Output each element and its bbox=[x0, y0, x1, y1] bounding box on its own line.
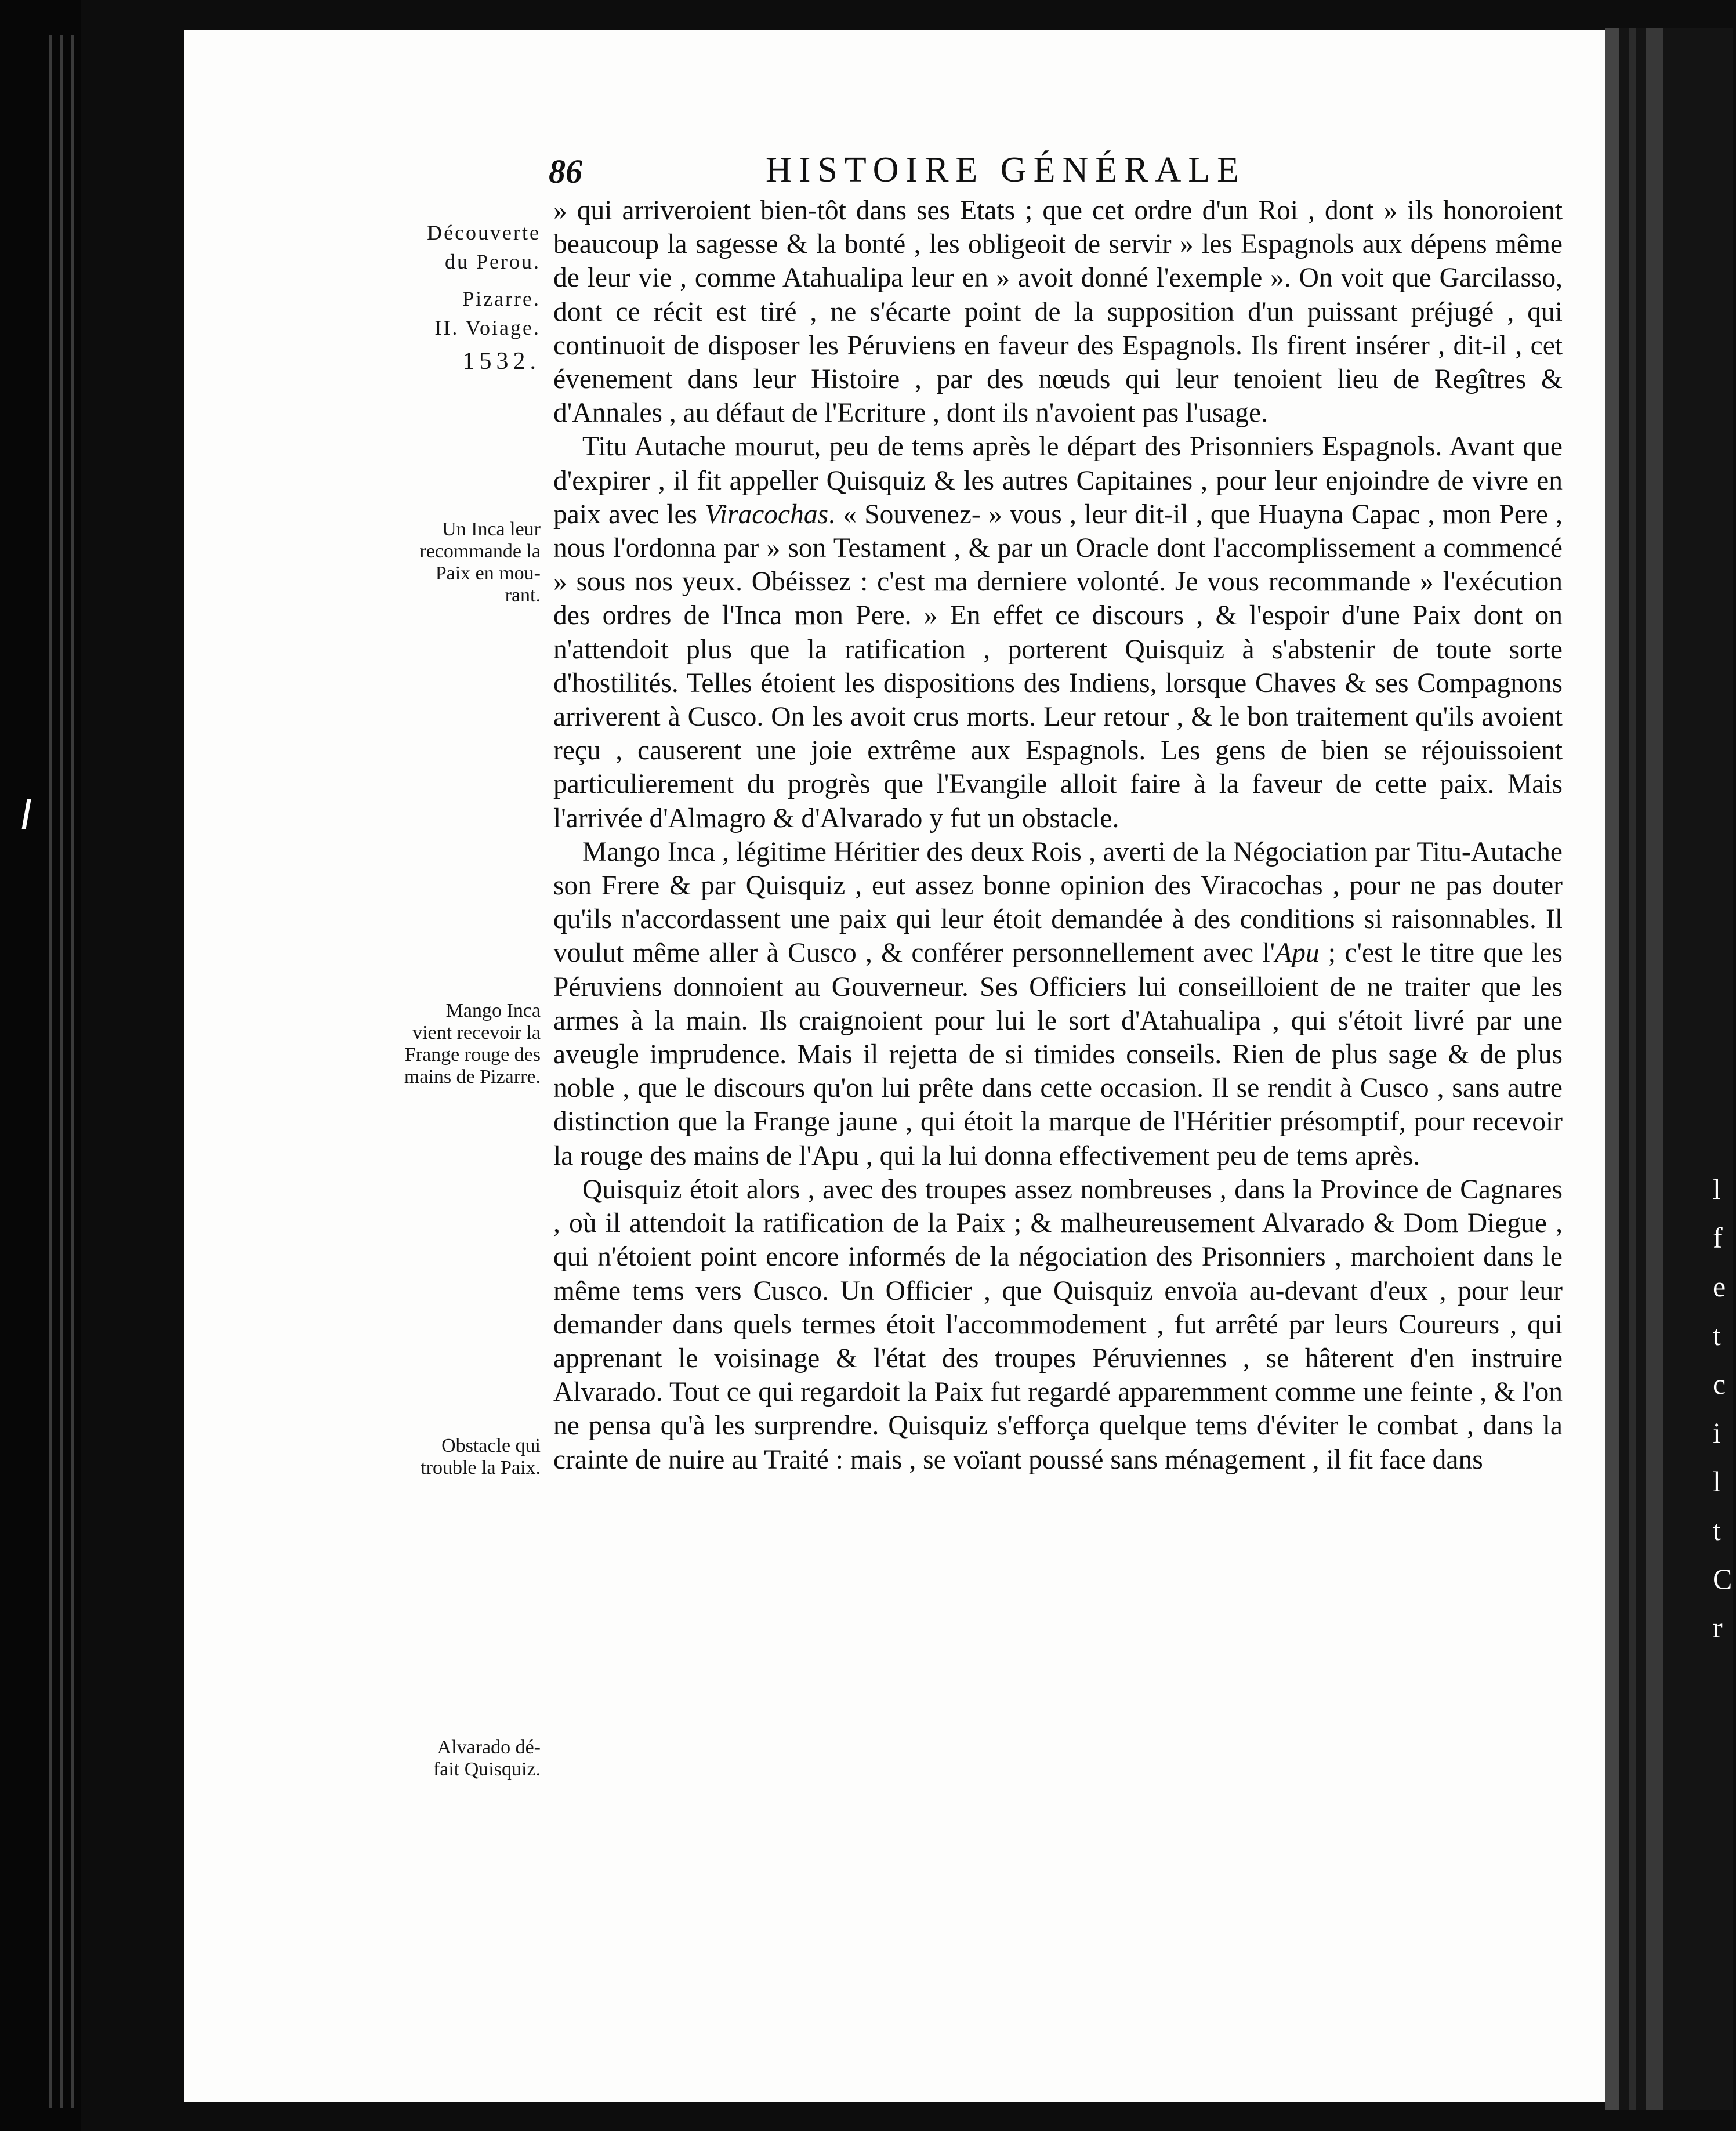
margin-note-line: mains de Pizarre. bbox=[404, 1066, 541, 1088]
paragraph bbox=[553, 835, 1563, 1173]
facing-page-edge bbox=[1605, 28, 1733, 2110]
page-fore-edge bbox=[1646, 28, 1663, 2110]
margin-note-line: Découverte bbox=[427, 221, 541, 244]
binding-edge bbox=[60, 35, 63, 2108]
paragraph-text: . « Souvenez- » vous , leur dit-il , que Huayna Capac , mon Pere , nous l'ordonna par » son Testament , & par un Oracle dont l'accomplissement a commencé » sous nos yeux. Obéissez : c'est ma derniere volonté. Je vous recommande » l'exécution des ordres de l'Inca mon Pere. » En effet ce discours , & l'espoir d'une Paix dont on n'attendoit plus que la ratification , porterent Quisquiz à s'abstenir de toute sorte d'hostilités. Telles étoient les dispositions des Indiens, lorsque Chaves & ses Compagnons arriverent à Cusco. On les avoit crus morts. Leur retour , & le bon traitement qu'ils avoient reçu , causerent une joie extrême aux Espagnols. Les gens de bien se réjouissoient particulierement du progrès que l'Evangile alloit faire à la faveur de cette paix. Mais l'arrivée d'Almagro & d'Alvarado y fut un obstacle. bbox=[553, 499, 1563, 833]
running-head: HISTOIRE GÉNÉRALE bbox=[766, 150, 1246, 190]
binding-mark bbox=[21, 799, 31, 829]
margin-note-line: Un Inca leur bbox=[442, 519, 541, 540]
margin-note-line: rant. bbox=[505, 585, 541, 606]
page-fore-edge bbox=[1629, 28, 1636, 2110]
margin-note-line: Frange rouge des bbox=[404, 1044, 541, 1066]
binding-edge bbox=[71, 35, 74, 2108]
margin-note-line: du Perou. bbox=[445, 250, 541, 273]
paragraph: » qui arriveroient bien-tôt dans ses Etats ; que cet ordre d'un Roi , dont » ils honoroient beaucoup la sagesse & la bonté , les obligeoit de servir » les Espagnols aux dépens même de leur vie , comme Atahualipa leur en » avoit donné l'exemple ». On voit que Garcilasso, dont ce récit est tiré , ne s'écarte point de la supposition d'un puissant préjugé , qui continuoit de disposer les Péruviens en faveur des Espagnols. Ils firent insérer , dit-il , cet évenement dans leur Histoire , par des nœuds qui leur tenoient lieu de Regîtres & d'Annales , au défaut de l'Ecriture , dont ils n'avoient pas l'usage. bbox=[553, 195, 1563, 429]
margin-note-discovery bbox=[378, 218, 541, 375]
margin-note-line: trouble la Paix. bbox=[421, 1457, 541, 1478]
margin-note-line: II. Voiage. bbox=[434, 316, 541, 339]
margin-note-obstacle bbox=[378, 1435, 541, 1479]
margin-note-line: 1532. bbox=[462, 348, 541, 375]
margin-note-line: fait Quisquiz. bbox=[433, 1759, 541, 1780]
page-fore-edge bbox=[1605, 28, 1619, 2110]
margin-note-alvarado bbox=[378, 1737, 541, 1781]
book-binding bbox=[0, 0, 81, 2131]
paragraph-text: ; c'est le titre que les Péruviens donnoient au Gouverneur. Ses Officiers lui conseilloient de ne traiter que les armes à la main. Ils craignoient pour lui le sort d'Atahualipa , qui s'étoit livré par une aveugle imprudence. Mais il rejetta de si timides conseils. Rien de plus sage & de plus noble , que le discours qu'on lui prête dans cette occasion. Il se rendit à Cusco , sans autre distinction que la Frange jaune , qui étoit la marque de l'Héritier présomptif, pour recevoir la rouge des mains de l'Apu , qui la lui donna effectivement peu de tems après. bbox=[553, 938, 1563, 1171]
margin-note-line: vient recevoir la bbox=[412, 1022, 541, 1043]
margin-note-line: Pizarre. bbox=[462, 287, 541, 310]
italic-term: Apu bbox=[1275, 938, 1320, 969]
facing-page-text: l f e t c i l t C r bbox=[1713, 1173, 1733, 1644]
page-number: 86 bbox=[549, 153, 582, 190]
margin-note-line: recommande la bbox=[419, 541, 541, 562]
paragraph bbox=[553, 430, 1563, 835]
main-text bbox=[553, 194, 1563, 1477]
margin-note-line: Alvarado dé- bbox=[437, 1737, 541, 1758]
binding-edge bbox=[49, 35, 52, 2108]
margin-note-line: Obstacle qui bbox=[441, 1435, 541, 1456]
margin-note-line: Mango Inca bbox=[445, 1000, 541, 1021]
margin-note-inca-peace bbox=[378, 519, 541, 607]
paragraph-text: Mango Inca , légitime Héritier des deux Rois , averti de la Négociation par Titu-Autache son Frere & par Quisquiz , eut assez bonne opinion des Viracochas , pour ne pas douter qu'ils n'accordassent une paix qui leur étoit demandée à des conditions si raisonnables. Il voulut même aller à Cusco , & conférer personnellement avec l' bbox=[553, 836, 1563, 969]
paragraph: Quisquiz étoit alors , avec des troupes assez nombreuses , dans la Province de Cagnares , où il attendoit la ratification de la Paix ; & malheureusement Alvarado & Dom Diegue , qui n'étoient point encore informés de la négociation des Prisonniers , marchoient dans le même tems vers Cusco. Un Officier , que Quisquiz envoïa au-devant d'eux , pour leur demander dans quels termes étoit l'accommodement , fut arrêté par leurs Coureurs , qui apprenant le voisinage & l'état des troupes Péruviennes , se hâterent d'en instruire Alvarado. Tout ce qui regardoit la Paix fut regardé apparemment comme une feinte , & l'on ne pensa qu'à les surprendre. Quisquiz s'efforça quelque tems d'éviter le combat , dans la crainte de nuire au Traité : mais , se voïant poussé sans ménagement , il fit face dans bbox=[553, 1174, 1563, 1475]
margin-note-line: Paix en mou- bbox=[435, 563, 541, 584]
italic-term: Viracochas bbox=[705, 499, 829, 530]
paragraph-text: Titu Autache mourut, peu de tems après le départ des Prisonniers Espagnols. Avant que d'expirer , il fit appeller Quisquiz & les autres Capitaines , pour leur enjoindre de vivre en paix avec les bbox=[553, 432, 1563, 530]
margin-note-mango-inca bbox=[378, 1000, 541, 1088]
